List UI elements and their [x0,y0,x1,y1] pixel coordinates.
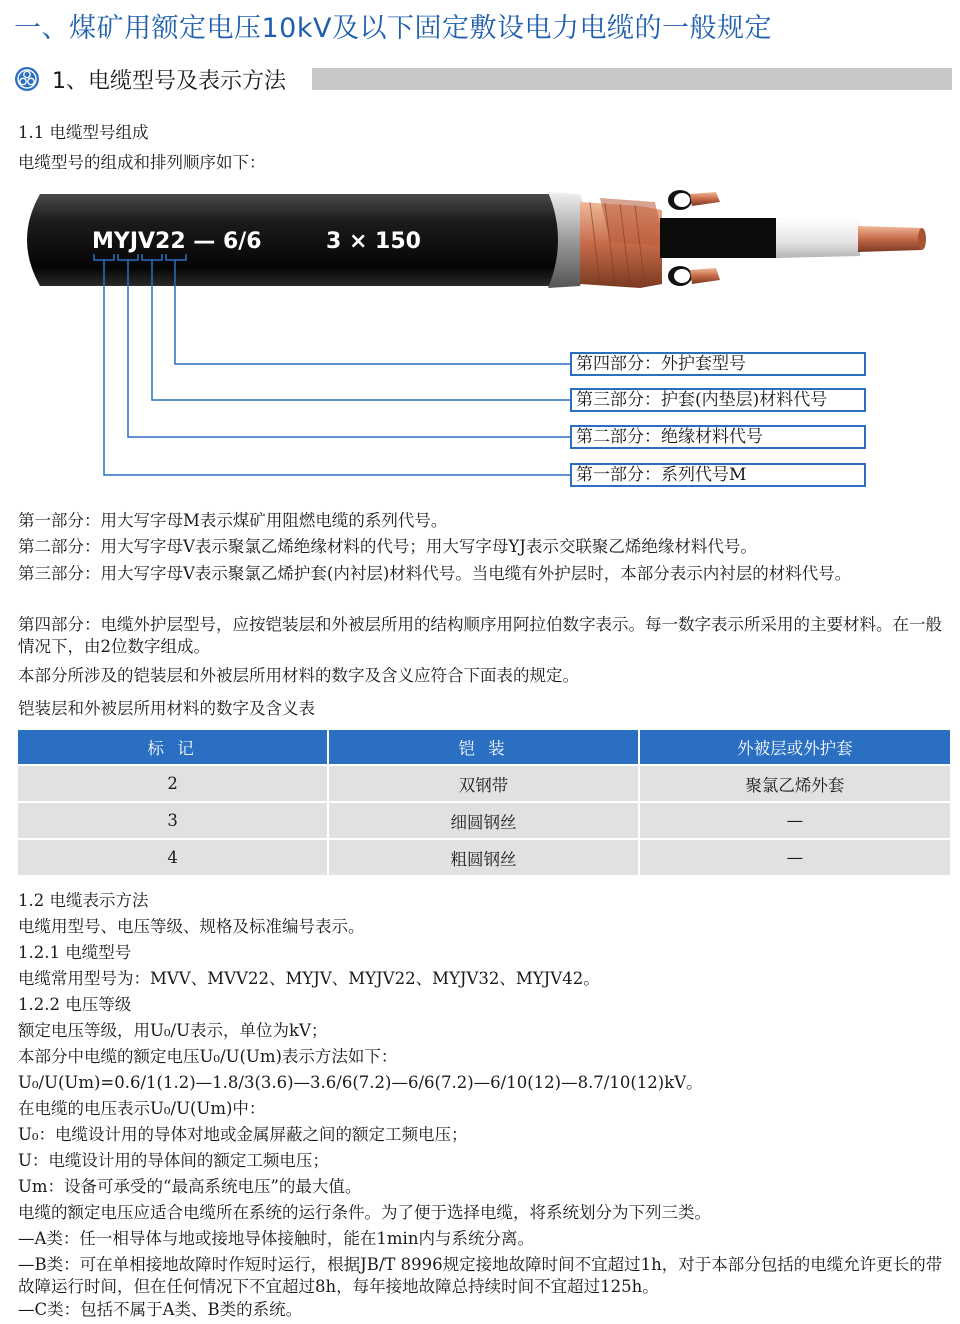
body-text: U₀/U(Um)=0.6/1(1.2)—1.8/3(3.6)—3.6/6(7.2)—6/6(7.2)—6/10(12)—8.7/10(12)kV。 [18,1073,703,1092]
table-cell: 4 [18,839,328,875]
leader-lines [104,260,570,475]
table-caption: 铠装层和外被层所用材料的数字及含义表 [18,699,315,718]
part-four-label: 第四部分：外护套型号 [570,352,866,376]
class-c-text: —C类：包括不属于A类、B类的系统。 [18,1300,303,1319]
body-text: 电缆常用型号为：MVV、MVV22、MYJV、MYJV22、MYJV32、MYJV42。 [18,969,600,988]
body-text: 在电缆的电压表示U₀/U(Um)中： [18,1099,266,1118]
part-three-desc: 第三部分：用大写字母V表示聚氯乙烯护套(内衬层)材料代号。当电缆有外护层时，本部分表示内衬层的材料代号。 [18,564,852,583]
cable-cross-section-icon [14,66,40,92]
semiconductive-screen [660,218,780,258]
table-header-row [18,730,950,765]
subsection-heading: 1.2 电缆表示方法 [18,891,149,910]
subsection-heading: 1.2.2 电压等级 [18,995,132,1014]
table-intro-text: 本部分所涉及的铠装层和外被层所用材料的数字及含义应符合下面表的规定。 [18,666,579,685]
part-one-label: 第一部分：系列代号M [570,463,866,487]
part-three-label: 第三部分：护套(内垫层)材料代号 [570,388,866,412]
body-text: 电缆用型号、电压等级、规格及标准编号表示。 [18,917,365,936]
table-row [18,802,950,839]
table-cell: 粗圆钢丝 [328,839,638,875]
armour-code-table [18,730,950,875]
part-two-label: 第二部分：绝缘材料代号 [570,425,866,449]
table-header: 外被层或外护套 [639,730,950,765]
table-cell: 细圆钢丝 [328,802,638,839]
body-text: U₀：电缆设计用的导体对地或金属屏蔽之间的额定工频电压； [18,1125,468,1144]
body-text: U：电缆设计用的导体间的额定工频电压； [18,1151,329,1170]
body-text: —A类：任一相导体与地或接地导体接触时，能在1min内与系统分离。 [18,1229,534,1248]
table-row [18,839,950,875]
table-cell: 聚氯乙烯外套 [639,765,950,802]
cable-structure-diagram [0,188,960,498]
table-cell: — [639,802,950,839]
table-cell: — [639,839,950,875]
cable-model-text: MYJV22 — 6/6 [92,229,262,254]
part-four-desc: 第四部分：电缆外护层型号，应按铠装层和外被层所用的结构顺序用阿拉伯数字表示。每一数字表示所采用的主要材料。在一般情况下，由2位数字组成。 [18,615,942,656]
copper-conductor [858,226,922,252]
body-text: 电缆的额定电压应适合电缆所在系统的运行条件。为了便于选择电缆，将系统划分为下列三类。 [18,1203,711,1222]
subsection-heading: 1.2.1 电缆型号 [18,943,132,962]
page-title: 一、煤矿用额定电压10kV及以下固定敷设电力电缆的一般规定 [14,13,772,44]
table-cell: 双钢带 [328,765,638,802]
section-header-bar [312,68,952,90]
table-row [18,765,950,802]
table-cell: 2 [18,765,328,802]
body-text: 本部分中电缆的额定电压U₀/U(Um)表示方法如下： [18,1047,398,1066]
class-b-text: —B类：可在单相接地故障时作短时运行，根据JB/T 8996规定接地故障时间不宜超过1h，对于本部分包括的电缆允许更长的带故障运行时间，但在任何情况下不宜超过8h，每年接地故障总持续时间不宜超过125h。 [18,1255,943,1296]
section-title: 1、电缆型号及表示方法 [52,69,286,94]
table-cell: 3 [18,802,328,839]
intro-text: 电缆型号的组成和排列顺序如下： [18,153,266,172]
table-header: 铠 装 [328,730,638,765]
table-header: 标 记 [18,730,328,765]
subsection-heading: 1.1 电缆型号组成 [18,123,149,142]
body-text: 额定电压等级，用U₀/U表示，单位为kV； [18,1021,328,1040]
cable-spec-text: 3 × 150 [326,229,421,254]
body-text: Um：设备可承受的“最高系统电压”的最大值。 [18,1177,362,1196]
xlpe-insulation [776,218,860,258]
part-two-desc: 第二部分：用大写字母V表示聚氯乙烯绝缘材料的代号；用大写字母YJ表示交联聚乙烯绝缘材料代号。 [18,537,757,556]
part-one-desc: 第一部分：用大写字母M表示煤矿用阻燃电缆的系列代号。 [18,511,448,530]
